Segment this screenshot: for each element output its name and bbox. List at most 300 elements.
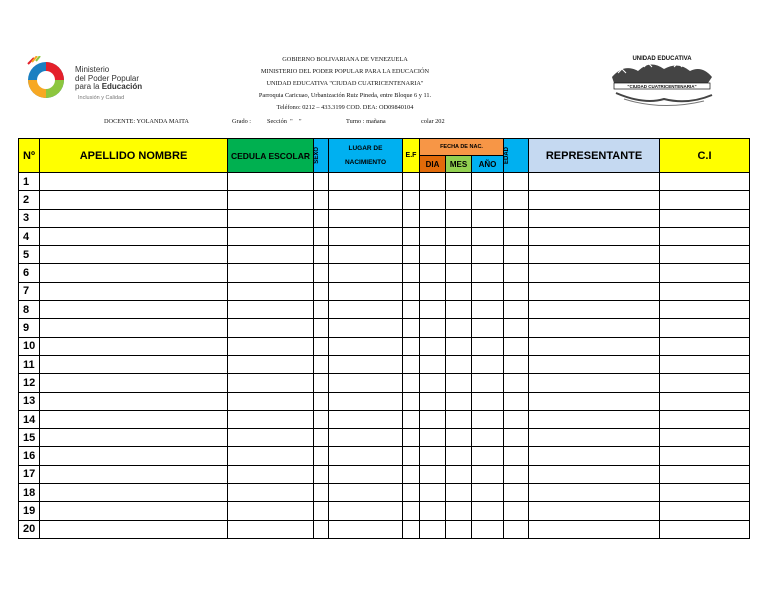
ci-cell[interactable] bbox=[660, 392, 750, 410]
sexo-cell[interactable] bbox=[314, 355, 329, 373]
sexo-cell[interactable] bbox=[314, 410, 329, 428]
header-lugar-l2: NACIMIENTO bbox=[344, 158, 387, 166]
ano-cell[interactable] bbox=[472, 410, 504, 428]
sexo-cell[interactable] bbox=[314, 447, 329, 465]
escolar-label: colar 202 bbox=[421, 118, 445, 125]
representante-cell[interactable] bbox=[529, 209, 660, 227]
ano-cell[interactable] bbox=[472, 227, 504, 245]
lugar-cell[interactable] bbox=[329, 337, 403, 355]
representante-cell[interactable] bbox=[529, 173, 660, 191]
edad-cell[interactable] bbox=[504, 337, 529, 355]
cedula-cell[interactable] bbox=[228, 337, 314, 355]
mes-cell[interactable] bbox=[446, 246, 472, 264]
representante-cell[interactable] bbox=[529, 191, 660, 209]
row-number: 9 bbox=[19, 319, 40, 337]
mes-cell[interactable] bbox=[446, 374, 472, 392]
ef-cell[interactable] bbox=[403, 355, 420, 373]
dia-cell[interactable] bbox=[420, 191, 446, 209]
table-row bbox=[19, 264, 750, 282]
ano-cell[interactable] bbox=[472, 337, 504, 355]
apellido-cell[interactable] bbox=[40, 209, 228, 227]
representante-cell[interactable] bbox=[529, 246, 660, 264]
representante-cell[interactable] bbox=[529, 355, 660, 373]
header-sexo-text: SEXO bbox=[314, 147, 320, 164]
row-number: 10 bbox=[19, 337, 40, 355]
edad-cell[interactable] bbox=[504, 209, 529, 227]
lugar-cell[interactable] bbox=[329, 191, 403, 209]
ci-cell[interactable] bbox=[660, 374, 750, 392]
header-mes: MES bbox=[446, 156, 472, 173]
row-number: 6 bbox=[19, 264, 40, 282]
apellido-cell[interactable] bbox=[40, 447, 228, 465]
edad-cell[interactable] bbox=[504, 264, 529, 282]
apellido-cell[interactable] bbox=[40, 337, 228, 355]
ef-cell[interactable] bbox=[403, 319, 420, 337]
apellido-cell[interactable] bbox=[40, 502, 228, 520]
lugar-cell[interactable] bbox=[329, 209, 403, 227]
mes-cell[interactable] bbox=[446, 410, 472, 428]
roster-body bbox=[19, 173, 750, 539]
sexo-cell[interactable] bbox=[314, 484, 329, 502]
ano-cell[interactable] bbox=[472, 246, 504, 264]
table-row bbox=[19, 209, 750, 227]
ci-cell[interactable] bbox=[660, 301, 750, 319]
header-cedula-escolar: CEDULA ESCOLAR bbox=[228, 139, 314, 173]
sexo-cell[interactable] bbox=[314, 191, 329, 209]
sexo-cell[interactable] bbox=[314, 520, 329, 538]
sexo-cell[interactable] bbox=[314, 429, 329, 447]
edad-cell[interactable] bbox=[504, 429, 529, 447]
ci-cell[interactable] bbox=[660, 520, 750, 538]
representante-cell[interactable] bbox=[529, 337, 660, 355]
header-dia: DIA bbox=[420, 156, 446, 173]
ano-cell[interactable] bbox=[472, 282, 504, 300]
ef-cell[interactable] bbox=[403, 447, 420, 465]
table-row bbox=[19, 392, 750, 410]
mes-cell[interactable] bbox=[446, 520, 472, 538]
apellido-cell[interactable] bbox=[40, 227, 228, 245]
ci-cell[interactable] bbox=[660, 465, 750, 483]
ef-cell[interactable] bbox=[403, 301, 420, 319]
apellido-cell[interactable] bbox=[40, 410, 228, 428]
dia-cell[interactable] bbox=[420, 246, 446, 264]
edad-cell[interactable] bbox=[504, 502, 529, 520]
lugar-cell[interactable] bbox=[329, 374, 403, 392]
ano-cell[interactable] bbox=[472, 319, 504, 337]
apellido-cell[interactable] bbox=[40, 392, 228, 410]
cedula-cell[interactable] bbox=[228, 191, 314, 209]
ef-cell[interactable] bbox=[403, 429, 420, 447]
apellido-cell[interactable] bbox=[40, 301, 228, 319]
ef-cell[interactable] bbox=[403, 227, 420, 245]
header-sexo bbox=[314, 139, 329, 173]
dia-cell[interactable] bbox=[420, 173, 446, 191]
sexo-cell[interactable] bbox=[314, 173, 329, 191]
lugar-cell[interactable] bbox=[329, 484, 403, 502]
sexo-cell[interactable] bbox=[314, 246, 329, 264]
row-number: 2 bbox=[19, 191, 40, 209]
sexo-cell[interactable] bbox=[314, 392, 329, 410]
representante-cell[interactable] bbox=[529, 447, 660, 465]
representante-cell[interactable] bbox=[529, 410, 660, 428]
edad-cell[interactable] bbox=[504, 484, 529, 502]
apellido-cell[interactable] bbox=[40, 282, 228, 300]
header-ano: AÑO bbox=[472, 156, 504, 173]
apellido-cell[interactable] bbox=[40, 191, 228, 209]
header-representante: REPRESENTANTE bbox=[529, 139, 660, 173]
mes-cell[interactable] bbox=[446, 484, 472, 502]
ef-cell[interactable] bbox=[403, 264, 420, 282]
edad-cell[interactable] bbox=[504, 465, 529, 483]
ministry-logo-text bbox=[75, 66, 142, 92]
header-ci: C.I bbox=[660, 139, 750, 173]
row-number: 12 bbox=[19, 374, 40, 392]
table-row bbox=[19, 227, 750, 245]
lugar-cell[interactable] bbox=[329, 319, 403, 337]
representante-cell[interactable] bbox=[529, 319, 660, 337]
cedula-cell[interactable] bbox=[228, 319, 314, 337]
ci-cell[interactable] bbox=[660, 319, 750, 337]
row-number: 18 bbox=[19, 484, 40, 502]
ci-cell[interactable] bbox=[660, 282, 750, 300]
sexo-cell[interactable] bbox=[314, 264, 329, 282]
mes-cell[interactable] bbox=[446, 191, 472, 209]
edad-cell[interactable] bbox=[504, 227, 529, 245]
mes-cell[interactable] bbox=[446, 301, 472, 319]
row-number: 11 bbox=[19, 355, 40, 373]
cedula-cell[interactable] bbox=[228, 246, 314, 264]
sexo-cell[interactable] bbox=[314, 209, 329, 227]
ano-cell[interactable] bbox=[472, 209, 504, 227]
lugar-cell[interactable] bbox=[329, 392, 403, 410]
cedula-cell[interactable] bbox=[228, 209, 314, 227]
sexo-cell[interactable] bbox=[314, 502, 329, 520]
row-number: 14 bbox=[19, 410, 40, 428]
ef-cell[interactable] bbox=[403, 191, 420, 209]
ci-cell[interactable] bbox=[660, 355, 750, 373]
apellido-cell[interactable] bbox=[40, 484, 228, 502]
table-row bbox=[19, 410, 750, 428]
ci-cell[interactable] bbox=[660, 264, 750, 282]
apellido-cell[interactable] bbox=[40, 355, 228, 373]
ci-cell[interactable] bbox=[660, 246, 750, 264]
header-line-3: UNIDAD EDUCATIVA "CIUDAD CUATRICENTENARIA" bbox=[266, 80, 424, 87]
turno-label: Turno : mañana bbox=[346, 118, 386, 125]
student-roster-table bbox=[18, 138, 750, 539]
ef-cell[interactable] bbox=[403, 465, 420, 483]
edad-cell[interactable] bbox=[504, 301, 529, 319]
row-number: 7 bbox=[19, 282, 40, 300]
apellido-cell[interactable] bbox=[40, 246, 228, 264]
sexo-cell[interactable] bbox=[314, 465, 329, 483]
header-line-4: Parroquia Caricuao, Urbanización Ruiz Pineda, entre Bloque 6 y 11. bbox=[258, 92, 432, 99]
edad-cell[interactable] bbox=[504, 173, 529, 191]
cedula-cell[interactable] bbox=[228, 301, 314, 319]
cedula-cell[interactable] bbox=[228, 410, 314, 428]
ci-cell[interactable] bbox=[660, 410, 750, 428]
cedula-cell[interactable] bbox=[228, 374, 314, 392]
cedula-cell[interactable] bbox=[228, 282, 314, 300]
header-apellido-nombre: APELLIDO NOMBRE bbox=[40, 139, 228, 173]
header-fecha-nac: FECHA DE NAC. bbox=[420, 139, 504, 156]
dia-cell[interactable] bbox=[420, 465, 446, 483]
ano-cell[interactable] bbox=[472, 355, 504, 373]
table-row bbox=[19, 502, 750, 520]
row-number: 16 bbox=[19, 447, 40, 465]
ano-cell[interactable] bbox=[472, 191, 504, 209]
edad-cell[interactable] bbox=[504, 191, 529, 209]
dia-cell[interactable] bbox=[420, 301, 446, 319]
row-number: 3 bbox=[19, 209, 40, 227]
header-lugar-nacimiento bbox=[329, 139, 403, 173]
mes-cell[interactable] bbox=[446, 429, 472, 447]
table-row bbox=[19, 282, 750, 300]
table-row bbox=[19, 301, 750, 319]
ci-cell[interactable] bbox=[660, 447, 750, 465]
logo-line-1: Ministerio bbox=[75, 65, 110, 74]
table-row bbox=[19, 429, 750, 447]
lugar-cell[interactable] bbox=[329, 173, 403, 191]
representante-cell[interactable] bbox=[529, 484, 660, 502]
mes-cell[interactable] bbox=[446, 337, 472, 355]
ano-cell[interactable] bbox=[472, 173, 504, 191]
table-row bbox=[19, 447, 750, 465]
dia-cell[interactable] bbox=[420, 355, 446, 373]
dia-cell[interactable] bbox=[420, 502, 446, 520]
table-row bbox=[19, 246, 750, 264]
edad-cell[interactable] bbox=[504, 374, 529, 392]
representante-cell[interactable] bbox=[529, 227, 660, 245]
ef-cell[interactable] bbox=[403, 246, 420, 264]
dia-cell[interactable] bbox=[420, 337, 446, 355]
edad-cell[interactable] bbox=[504, 520, 529, 538]
apellido-cell[interactable] bbox=[40, 264, 228, 282]
edad-cell[interactable] bbox=[504, 447, 529, 465]
lugar-cell[interactable] bbox=[329, 447, 403, 465]
cedula-cell[interactable] bbox=[228, 355, 314, 373]
ef-cell[interactable] bbox=[403, 173, 420, 191]
ef-cell[interactable] bbox=[403, 209, 420, 227]
cedula-cell[interactable] bbox=[228, 465, 314, 483]
logo-tagline: Inclusión y Calidad bbox=[78, 95, 125, 101]
ano-cell[interactable] bbox=[472, 374, 504, 392]
representante-cell[interactable] bbox=[529, 465, 660, 483]
logo-line-3 bbox=[75, 83, 142, 92]
header-edad bbox=[504, 139, 529, 173]
header-lugar-l1: LUGAR DE bbox=[348, 144, 383, 152]
ef-cell[interactable] bbox=[403, 374, 420, 392]
school-logo-banner: "CIUDAD CUATRICENTENARIA" bbox=[627, 84, 697, 89]
cedula-cell[interactable] bbox=[228, 520, 314, 538]
ano-cell[interactable] bbox=[472, 429, 504, 447]
dia-cell[interactable] bbox=[420, 282, 446, 300]
lugar-cell[interactable] bbox=[329, 301, 403, 319]
ef-cell[interactable] bbox=[403, 410, 420, 428]
mes-cell[interactable] bbox=[446, 502, 472, 520]
ef-cell[interactable] bbox=[403, 392, 420, 410]
dia-cell[interactable] bbox=[420, 264, 446, 282]
logo-line-3-prefix: para la bbox=[75, 82, 102, 91]
mes-cell[interactable] bbox=[446, 392, 472, 410]
table-row bbox=[19, 355, 750, 373]
ci-cell[interactable] bbox=[660, 191, 750, 209]
row-number: 5 bbox=[19, 246, 40, 264]
row-number: 8 bbox=[19, 301, 40, 319]
edad-cell[interactable] bbox=[504, 355, 529, 373]
row-number: 15 bbox=[19, 429, 40, 447]
lugar-cell[interactable] bbox=[329, 227, 403, 245]
representante-cell[interactable] bbox=[529, 392, 660, 410]
representante-cell[interactable] bbox=[529, 520, 660, 538]
row-number: 20 bbox=[19, 520, 40, 538]
header-line-2: MINISTERIO DEL PODER POPULAR PARA LA EDUCACIÓN bbox=[260, 68, 430, 75]
ef-cell[interactable] bbox=[403, 502, 420, 520]
sexo-cell[interactable] bbox=[314, 227, 329, 245]
table-row bbox=[19, 337, 750, 355]
ano-cell[interactable] bbox=[472, 465, 504, 483]
representante-cell[interactable] bbox=[529, 264, 660, 282]
ci-cell[interactable] bbox=[660, 337, 750, 355]
dia-cell[interactable] bbox=[420, 374, 446, 392]
mes-cell[interactable] bbox=[446, 227, 472, 245]
docente-label: DOCENTE: YOLANDA MAITA bbox=[104, 118, 189, 125]
representante-cell[interactable] bbox=[529, 429, 660, 447]
apellido-cell[interactable] bbox=[40, 374, 228, 392]
ano-cell[interactable] bbox=[472, 392, 504, 410]
header-line-5: Teléfono: 0212 – 433.3199 COD. DEA: OD09840104 bbox=[276, 104, 414, 111]
dia-cell[interactable] bbox=[420, 319, 446, 337]
mes-cell[interactable] bbox=[446, 447, 472, 465]
table-row bbox=[19, 173, 750, 191]
ano-cell[interactable] bbox=[472, 484, 504, 502]
edad-cell[interactable] bbox=[504, 319, 529, 337]
row-number: 1 bbox=[19, 173, 40, 191]
sexo-cell[interactable] bbox=[314, 319, 329, 337]
apellido-cell[interactable] bbox=[40, 319, 228, 337]
sexo-cell[interactable] bbox=[314, 374, 329, 392]
grado-label: Grado : bbox=[232, 118, 252, 125]
table-row bbox=[19, 465, 750, 483]
cedula-cell[interactable] bbox=[228, 264, 314, 282]
lugar-cell[interactable] bbox=[329, 282, 403, 300]
row-number: 13 bbox=[19, 392, 40, 410]
header-num: Nº bbox=[19, 139, 40, 173]
logo-line-3-bold: Educación bbox=[101, 82, 143, 91]
edad-cell[interactable] bbox=[504, 410, 529, 428]
lugar-cell[interactable] bbox=[329, 264, 403, 282]
edad-cell[interactable] bbox=[504, 246, 529, 264]
sexo-cell[interactable] bbox=[314, 301, 329, 319]
representante-cell[interactable] bbox=[529, 374, 660, 392]
ano-cell[interactable] bbox=[472, 264, 504, 282]
cedula-cell[interactable] bbox=[228, 392, 314, 410]
representante-cell[interactable] bbox=[529, 301, 660, 319]
ci-cell[interactable] bbox=[660, 227, 750, 245]
apellido-cell[interactable] bbox=[40, 173, 228, 191]
representante-cell[interactable] bbox=[529, 502, 660, 520]
representante-cell[interactable] bbox=[529, 282, 660, 300]
mes-cell[interactable] bbox=[446, 173, 472, 191]
dia-cell[interactable] bbox=[420, 520, 446, 538]
ci-cell[interactable] bbox=[660, 484, 750, 502]
ano-cell[interactable] bbox=[472, 520, 504, 538]
ef-cell[interactable] bbox=[403, 484, 420, 502]
header-edad-text: EDAD bbox=[504, 146, 511, 164]
ef-cell[interactable] bbox=[403, 337, 420, 355]
lugar-cell[interactable] bbox=[329, 246, 403, 264]
lugar-cell[interactable] bbox=[329, 502, 403, 520]
ci-cell[interactable] bbox=[660, 173, 750, 191]
lugar-cell[interactable] bbox=[329, 520, 403, 538]
dia-cell[interactable] bbox=[420, 447, 446, 465]
ci-cell[interactable] bbox=[660, 502, 750, 520]
document-header bbox=[200, 54, 490, 114]
cedula-cell[interactable] bbox=[228, 447, 314, 465]
cedula-cell[interactable] bbox=[228, 429, 314, 447]
apellido-cell[interactable] bbox=[40, 520, 228, 538]
header-line-1: GOBIERNO BOLIVARIANA DE VENEZUELA bbox=[282, 56, 408, 63]
table-row bbox=[19, 484, 750, 502]
cedula-cell[interactable] bbox=[228, 227, 314, 245]
sexo-cell[interactable] bbox=[314, 282, 329, 300]
row-number: 4 bbox=[19, 227, 40, 245]
header-ef: E.F bbox=[403, 139, 420, 173]
edad-cell[interactable] bbox=[504, 282, 529, 300]
dia-cell[interactable] bbox=[420, 392, 446, 410]
mes-cell[interactable] bbox=[446, 319, 472, 337]
ef-cell[interactable] bbox=[403, 282, 420, 300]
dia-cell[interactable] bbox=[420, 484, 446, 502]
mes-cell[interactable] bbox=[446, 209, 472, 227]
table-row bbox=[19, 319, 750, 337]
ano-cell[interactable] bbox=[472, 502, 504, 520]
apellido-cell[interactable] bbox=[40, 465, 228, 483]
table-row bbox=[19, 374, 750, 392]
mes-cell[interactable] bbox=[446, 355, 472, 373]
dia-cell[interactable] bbox=[420, 410, 446, 428]
sexo-cell[interactable] bbox=[314, 337, 329, 355]
logo-line-2: del Poder Popular bbox=[75, 73, 140, 83]
table-row bbox=[19, 191, 750, 209]
seccion-label: Sección " " bbox=[267, 118, 302, 125]
lugar-cell[interactable] bbox=[329, 410, 403, 428]
dia-cell[interactable] bbox=[420, 227, 446, 245]
ci-cell[interactable] bbox=[660, 209, 750, 227]
ci-cell[interactable] bbox=[660, 429, 750, 447]
lugar-cell[interactable] bbox=[329, 465, 403, 483]
ano-cell[interactable] bbox=[472, 301, 504, 319]
cedula-cell[interactable] bbox=[228, 502, 314, 520]
school-logo-top-text: UNIDAD EDUCATIVA bbox=[632, 56, 692, 62]
lugar-cell[interactable] bbox=[329, 429, 403, 447]
row-number: 19 bbox=[19, 502, 40, 520]
apellido-cell[interactable] bbox=[40, 429, 228, 447]
school-logo-icon bbox=[604, 55, 720, 111]
mes-cell[interactable] bbox=[446, 264, 472, 282]
lugar-cell[interactable] bbox=[329, 355, 403, 373]
cedula-cell[interactable] bbox=[228, 173, 314, 191]
mes-cell[interactable] bbox=[446, 465, 472, 483]
dia-cell[interactable] bbox=[420, 209, 446, 227]
table-row bbox=[19, 520, 750, 538]
dia-cell[interactable] bbox=[420, 429, 446, 447]
ano-cell[interactable] bbox=[472, 447, 504, 465]
cedula-cell[interactable] bbox=[228, 484, 314, 502]
mes-cell[interactable] bbox=[446, 282, 472, 300]
row-number: 17 bbox=[19, 465, 40, 483]
ef-cell[interactable] bbox=[403, 520, 420, 538]
edad-cell[interactable] bbox=[504, 392, 529, 410]
